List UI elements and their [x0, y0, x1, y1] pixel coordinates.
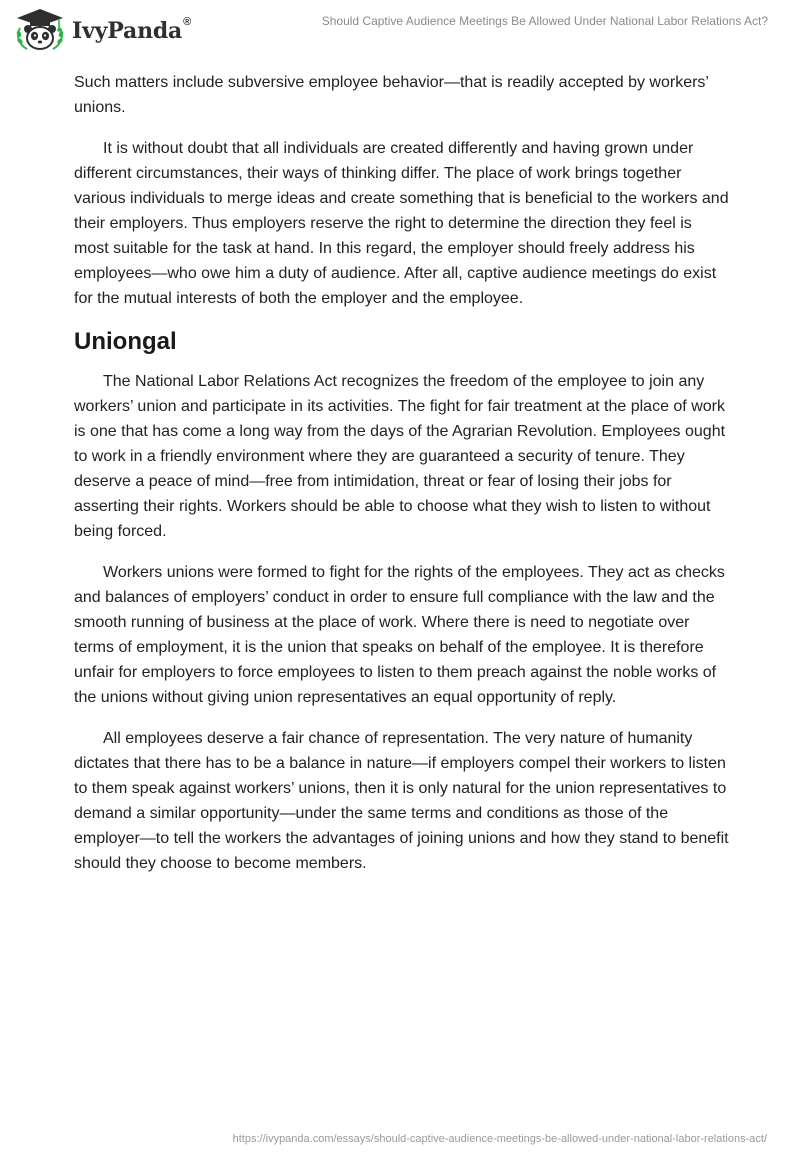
- paragraph-1: Such matters include subversive employee behavior—that is readily accepted by workers’ unions.: [74, 74, 709, 116]
- paragraph-3: The National Labor Relations Act recognizes the freedom of the employee to join any workers’ union and participate in its activities. The fight for fair treatment at the place of work is one that has come a long way from the days of the Agrarian Revolution. Employees ought to work in a friendly environment where they are guaranteed a security of tenure. They deserve a peace of mind—free from intimidation, threat or fear of losing their jobs for asserting their rights. Workers should be able to choose what they wish to listen to without being forced.: [74, 373, 726, 540]
- page-header: [0, 0, 800, 60]
- brand-name-text: IvyPanda: [72, 18, 183, 44]
- paragraph-4: Workers unions were formed to fight for the rights of the employees. They act as checks and balances of employers’ conduct in order to ensure full compliance with the law and the smooth running of business at the place of work. Where there is need to negotiate over terms of employment, it is the union that speaks on behalf of the employee. It is therefore unfair for employers to force employees to listen to them preach against the noble works of the unions without giving union representatives an equal opportunity of reply.: [74, 564, 725, 706]
- essay-body: [74, 70, 730, 892]
- paragraph-5: All employees deserve a fair chance of representation. The very nature of humanity dictates that there has to be a balance in nature—if employers compel their workers to listen to them speak against workers’ unions, then it is only natural for the union representatives to demand a similar opportunity—under the same terms and conditions as those of the employer—to tell the workers the advantages of joining unions and how they stand to benefit should they choose to become members.: [74, 730, 729, 872]
- panda-graduate-icon: [14, 8, 66, 52]
- source-url-link[interactable]: https://ivypanda.com/essays/should-captive-audience-meetings-be-allowed-under-national-labor-relations-act/: [232, 1133, 767, 1145]
- section-heading: Uniongal: [74, 328, 177, 355]
- brand-name: [72, 18, 191, 44]
- paragraph-2: It is without doubt that all individuals are created differently and having grown under different circumstances, their ways of thinking differ. The place of work brings together various individuals to merge ideas and create something that is beneficial to the workers and their employers. Thus employers reserve the right to determine the direction they feel is most suitable for the task at hand. In this regard, the employer should freely address his employees—who owe him a duty of audience. After all, captive audience meetings do exist for the mutual interests of both the employer and the employee.: [74, 140, 729, 307]
- ivypanda-logo[interactable]: [14, 8, 191, 52]
- registered-mark: ®: [183, 16, 192, 28]
- document-title: Should Captive Audience Meetings Be Allowed Under National Labor Relations Act?: [321, 14, 768, 28]
